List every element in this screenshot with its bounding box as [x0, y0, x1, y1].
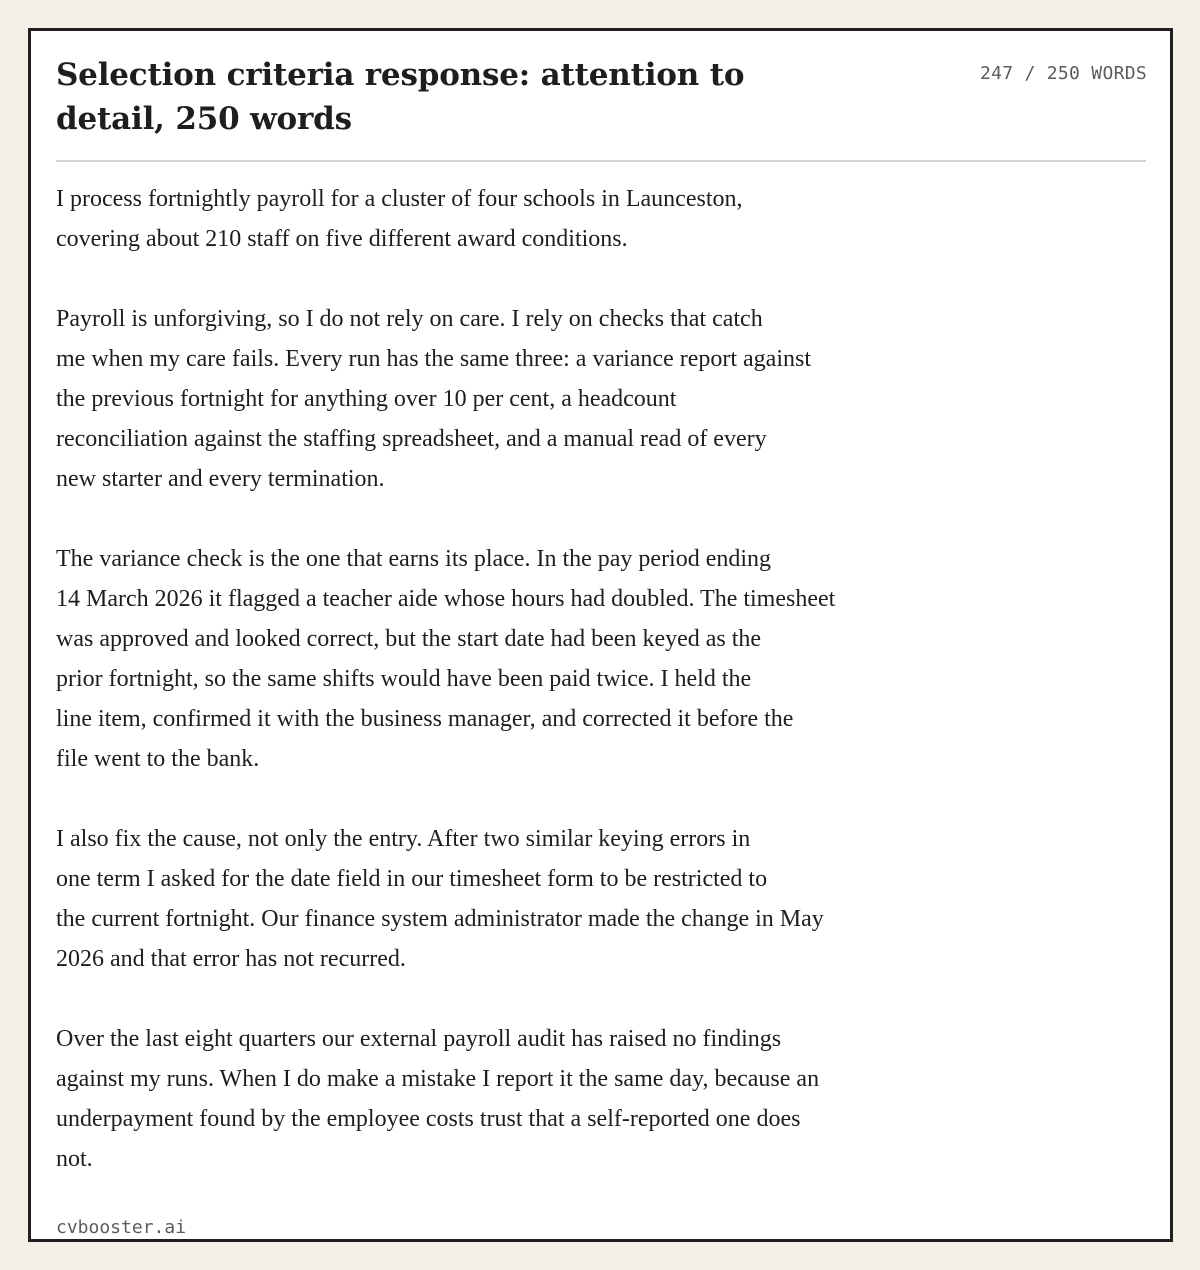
document-title: Selection criteria response: attention to detail, 250 words — [56, 57, 745, 137]
word-count: 247 / 250 WORDS — [979, 63, 1147, 84]
text-line: I process fortnightly payroll for a cluster of four schools in Launceston, — [56, 186, 743, 212]
paragraph — [56, 819, 1056, 979]
text-line: underpayment found by the employee costs trust that a self-reported one does — [56, 1106, 801, 1132]
text-line: reconciliation against the staffing spreadsheet, and a manual read of every — [56, 426, 767, 452]
text-line: covering about 210 staff on five different award conditions. — [56, 226, 628, 252]
text-line: against my runs. When I do make a mistake I report it the same day, because an — [56, 1066, 820, 1092]
response-body — [56, 179, 1056, 1219]
text-line: not. — [56, 1146, 93, 1172]
paragraph — [56, 299, 1056, 499]
text-line: the previous fortnight for anything over 10 per cent, a headcount — [56, 386, 677, 412]
paragraph — [56, 539, 1056, 779]
text-line: I also fix the cause, not only the entry. After two similar keying errors in — [56, 826, 751, 852]
text-line: the current fortnight. Our finance system administrator made the change in May — [56, 906, 824, 932]
text-line: 2026 and that error has not recurred. — [56, 946, 406, 972]
paragraph — [56, 1019, 1056, 1179]
document-header — [56, 53, 1146, 163]
footer-brand: cvbooster.ai — [56, 1217, 187, 1238]
text-line: Payroll is unforgiving, so I do not rely on care. I rely on checks that catch — [56, 306, 763, 332]
header-divider — [56, 160, 1146, 162]
text-line: The variance check is the one that earns its place. In the pay period ending — [56, 546, 772, 572]
text-line: Over the last eight quarters our external payroll audit has raised no findings — [56, 1026, 782, 1052]
text-line: was approved and looked correct, but the start date had been keyed as the — [56, 626, 762, 652]
text-line: one term I asked for the date field in our timesheet form to be restricted to — [56, 866, 768, 892]
text-line: prior fortnight, so the same shifts would have been paid twice. I held the — [56, 666, 752, 692]
text-line: 14 March 2026 it flagged a teacher aide whose hours had doubled. The timesheet — [56, 586, 836, 612]
text-line: file went to the bank. — [56, 746, 260, 772]
text-line: line item, confirmed it with the business manager, and corrected it before the — [56, 706, 794, 732]
paragraph — [56, 179, 1056, 259]
document-card — [28, 28, 1173, 1242]
text-line: me when my care fails. Every run has the same three: a variance report against — [56, 346, 812, 372]
text-line: new starter and every termination. — [56, 466, 385, 492]
